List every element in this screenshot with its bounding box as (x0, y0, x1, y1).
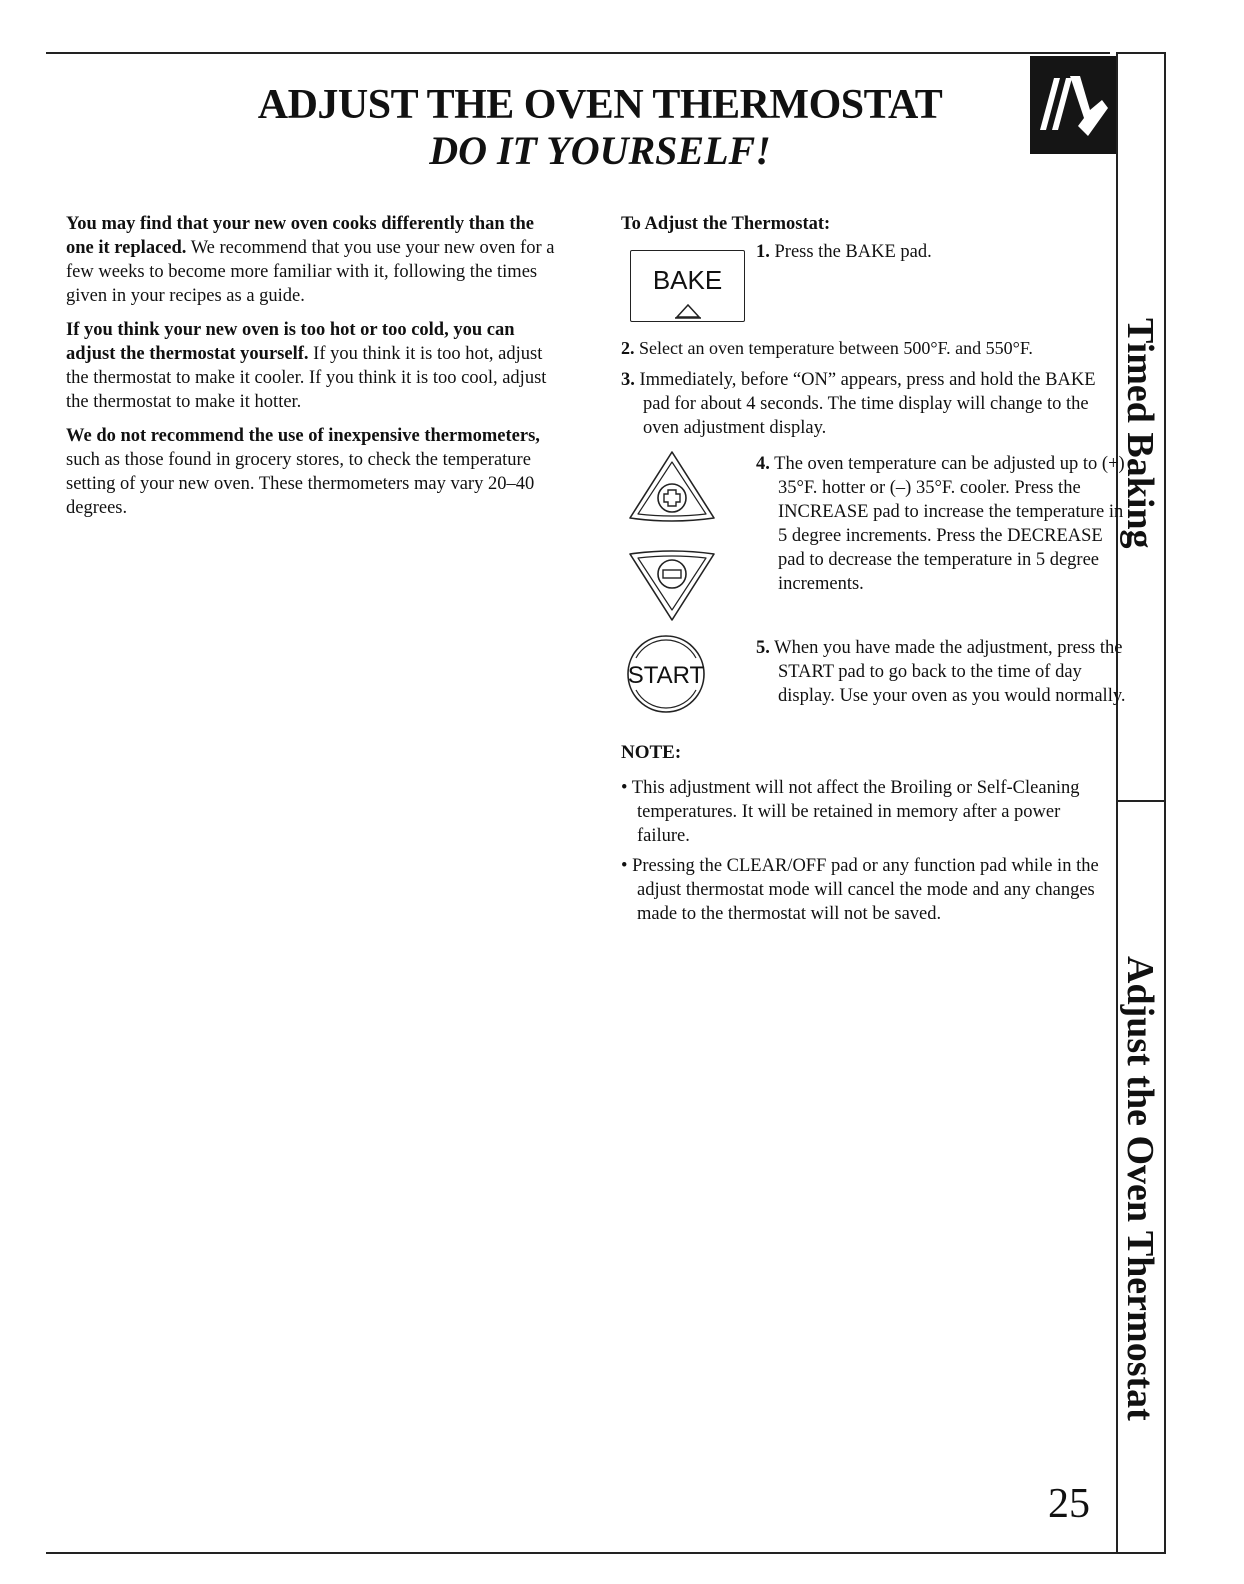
step-text: When you have made the adjustment, press the START pad to go back to the time of day display. Use your oven as you would normally. (774, 638, 1126, 706)
step-text: Select an oven temperature between 500°F. and 550°F. (639, 338, 1033, 358)
bake-pad-label: BAKE (652, 265, 723, 295)
step-4 (756, 452, 1128, 596)
bullet-glyph: • (621, 778, 628, 798)
bake-pad-button[interactable] (630, 250, 745, 322)
intro-text: If you think it is too hot, adjust the thermostat to make it cooler. If you think it is too cool, adjust the thermostat to make it hotter. (66, 344, 547, 412)
note-item (621, 854, 1107, 926)
section-heading: To Adjust the Thermostat: (621, 214, 831, 234)
intro-lead: You may find that your new oven cooks differently than the one it replaced. (66, 214, 535, 258)
note-text: This adjustment will not affect the Broiling or Self-Cleaning temperatures. It will be retained in memory after a power failure. (631, 778, 1080, 846)
brand-logo-icon (1030, 56, 1116, 154)
step-number: 1. (756, 242, 770, 262)
step-number: 4. (756, 454, 770, 474)
step-1 (756, 240, 932, 264)
bullet-glyph: • (621, 856, 628, 876)
side-tab-border-right (1164, 52, 1166, 1554)
step-text: Press the BAKE pad. (774, 242, 932, 262)
intro-lead: If you think your new oven is too hot or too cold, you can adjust the thermostat yourself. (66, 320, 515, 364)
note-text: Pressing the CLEAR/OFF pad or any function pad while in the adjust thermostat mode will cancel the mode and any changes made to the thermostat will not be saved. (632, 856, 1099, 924)
side-tab-adjust-thermostat[interactable]: Adjust the Oven Thermostat (1119, 956, 1161, 1421)
intro-text: We recommend that you use your new oven for a few weeks to become more familiar with it, following the times given in your recipes as a guide. (66, 238, 555, 306)
instructions-heading (621, 212, 1101, 242)
bottom-rule (46, 1552, 1166, 1554)
intro-column (66, 212, 556, 530)
intro-paragraph (66, 212, 556, 308)
intro-lead: We do not recommend the use of inexpensive thermometers, (66, 426, 540, 446)
note-item (621, 776, 1107, 848)
step-number: 5. (756, 638, 770, 658)
step-number: 2. (621, 338, 635, 358)
triangle-up-icon (675, 303, 701, 319)
decrease-pad-icon[interactable] (626, 548, 718, 629)
page-title: ADJUST THE OVEN THERMOSTAT (257, 82, 943, 128)
intro-text: such as those found in grocery stores, to check the temperature setting of your new oven. These thermometers may vary 20–40 degrees. (66, 450, 535, 518)
step-text: The oven temperature can be adjusted up to (+) 35°F. hotter or (–) 35°F. cooler. Press the INCREASE pad to increase the temperature in 5 degree increments. Press the DECREASE pad to decrease the temperature in 5 degree increments. (774, 454, 1125, 594)
intro-paragraph (66, 424, 556, 520)
side-tab-border-top (1116, 52, 1166, 54)
step-3 (621, 368, 1123, 440)
step-text: Immediately, before “ON” appears, press and hold the BAKE pad for about 4 seconds. The time display will change to the oven adjustment display. (639, 370, 1096, 438)
increase-pad-icon[interactable] (626, 448, 718, 529)
note-heading: NOTE: (621, 742, 682, 763)
start-pad-button[interactable] (624, 632, 708, 721)
step-5 (756, 636, 1128, 708)
page-number: 25 (1048, 1481, 1090, 1527)
side-tab-timed-baking[interactable]: Timed Baking (1119, 318, 1161, 549)
start-pad-label: START (627, 662, 705, 689)
step-number: 3. (621, 370, 635, 390)
side-tab-divider (1116, 800, 1166, 802)
top-rule (46, 52, 1110, 54)
page-subtitle: DO IT YOURSELF! (429, 128, 771, 173)
intro-paragraph (66, 318, 556, 414)
step-2 (621, 336, 1033, 360)
